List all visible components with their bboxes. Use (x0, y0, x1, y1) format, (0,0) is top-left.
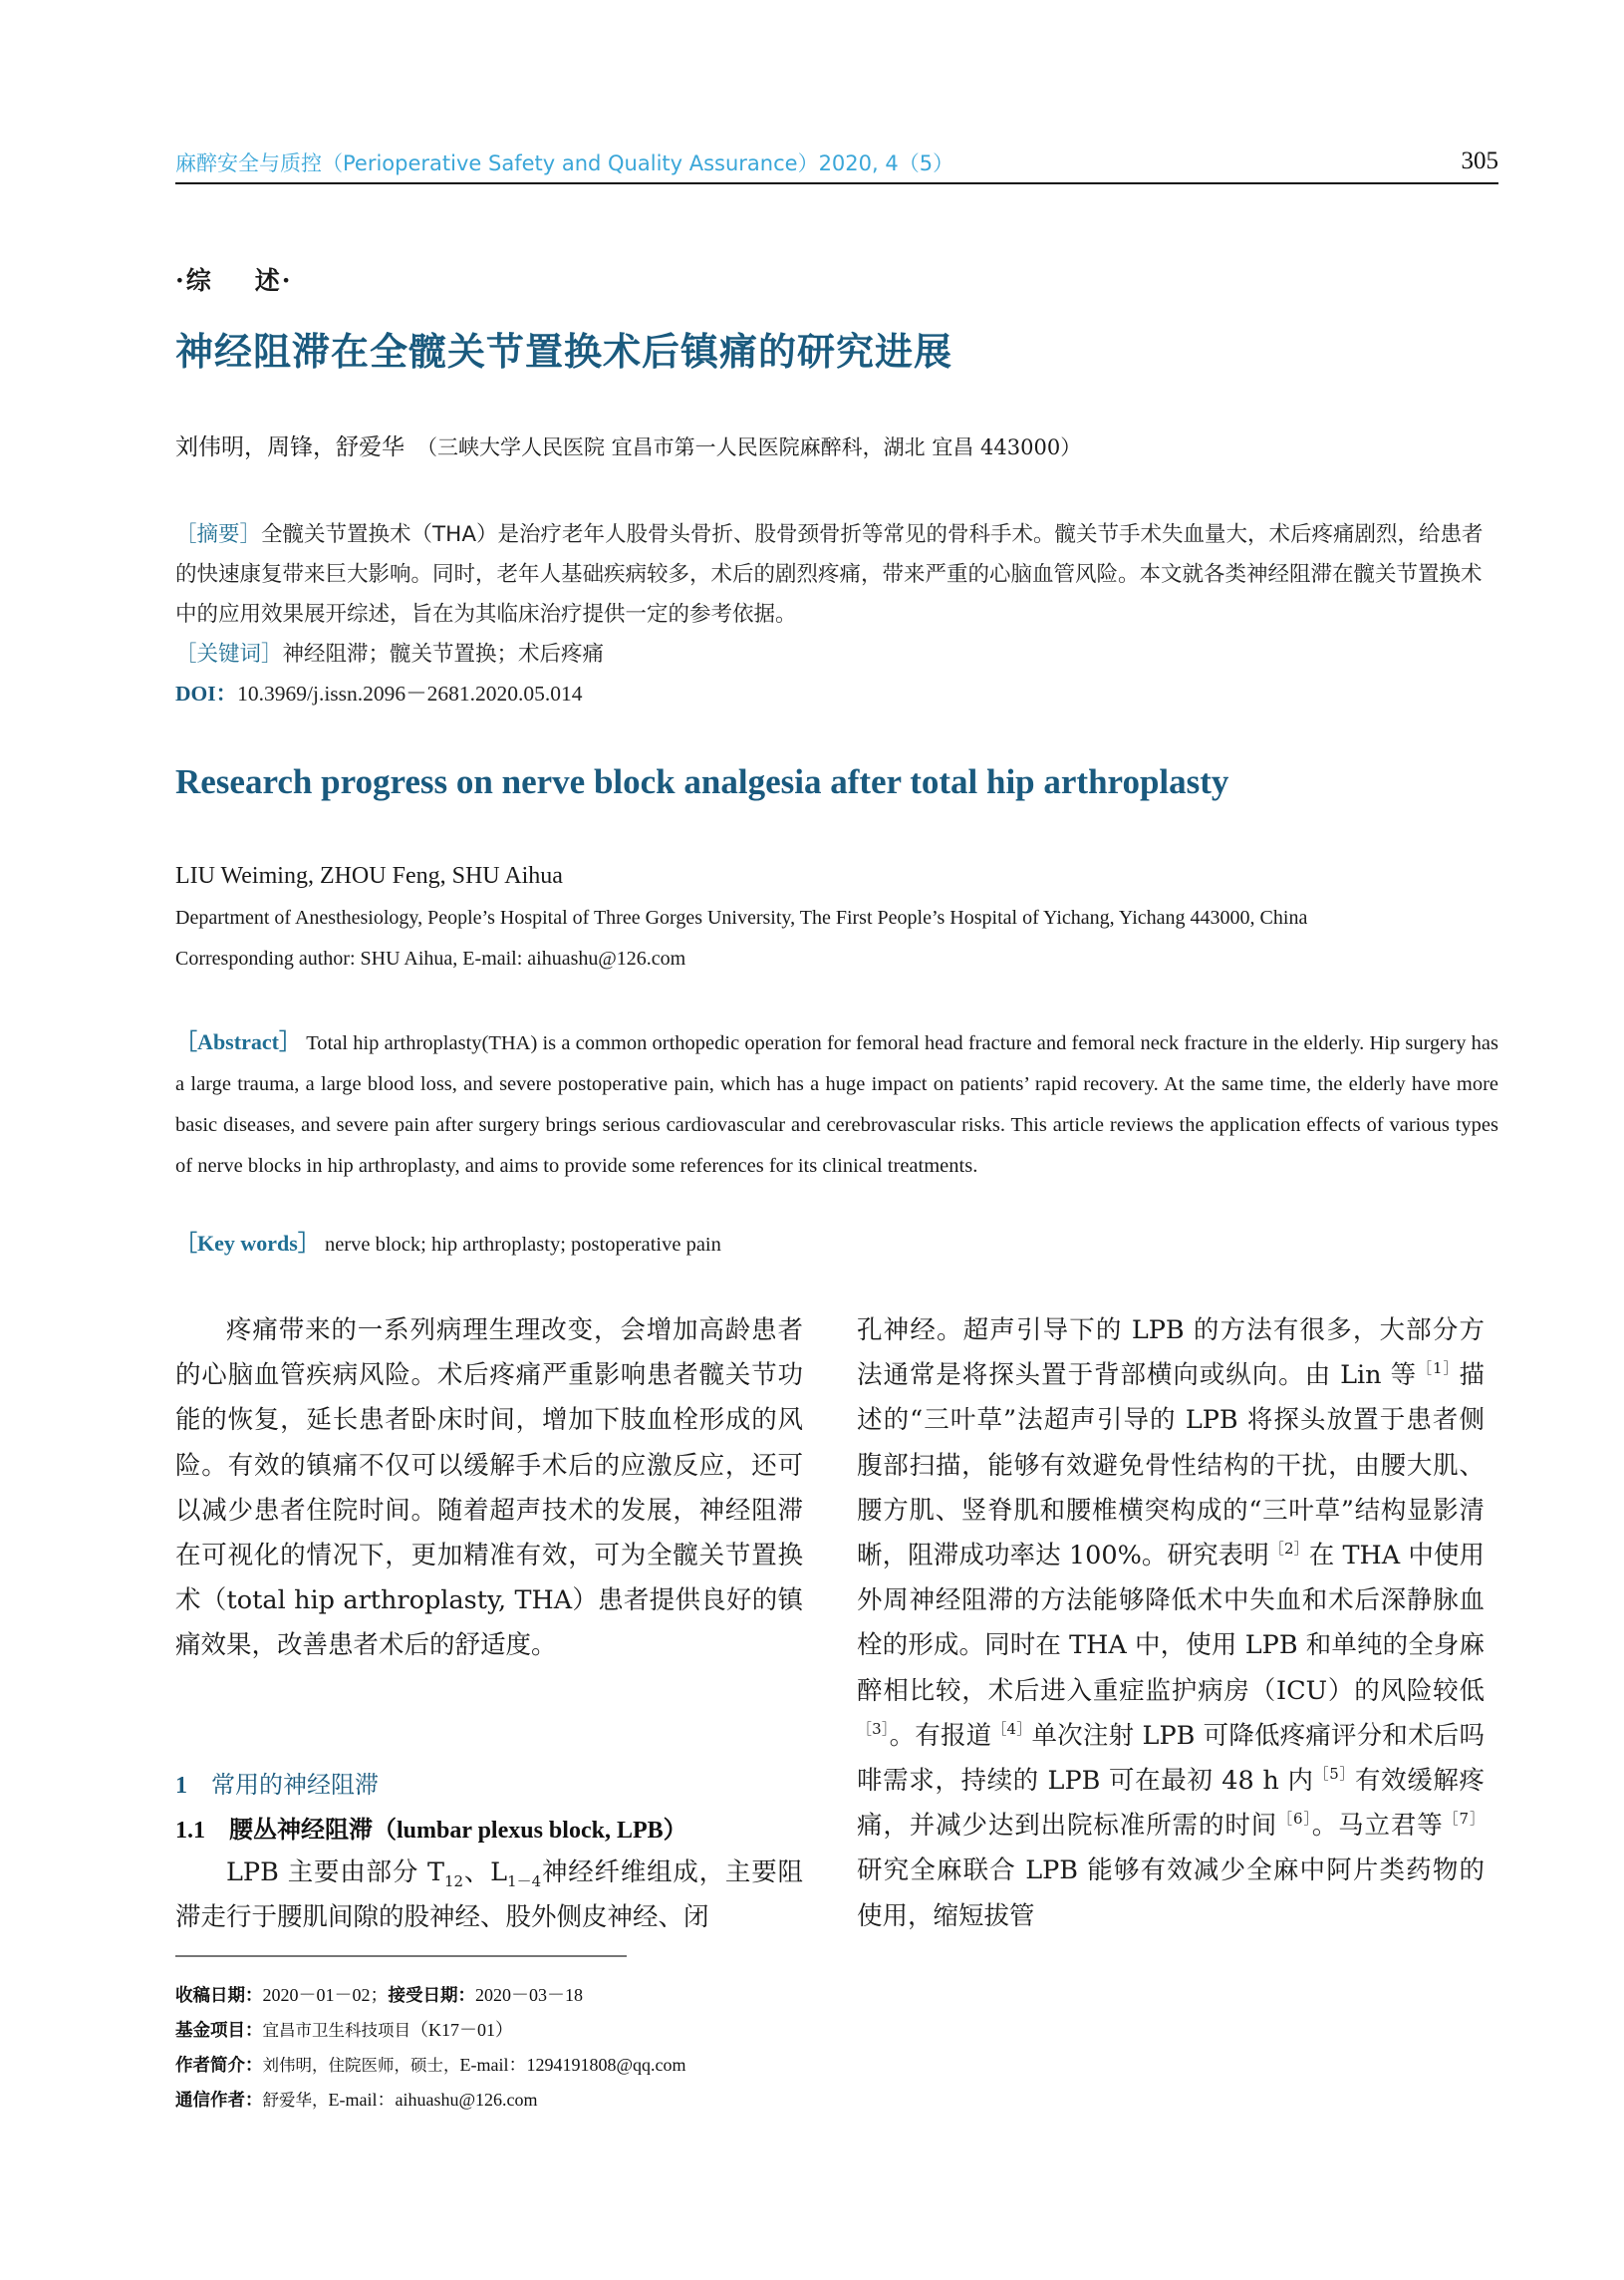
keywords-label-en: ［Key words］ (175, 1231, 320, 1256)
journal-citation: 麻醉安全与质控（Perioperative Safety and Quality Assurance）2020, 4（5） (175, 151, 954, 175)
text-seg: 研究全麻联合 LPB 能够有效减少全麻中阿片类药物的使用，缩短拔管 (857, 1855, 1485, 1931)
body-right-column (857, 1308, 1485, 1939)
lpb-continued-text (857, 1308, 1485, 1939)
footnote-divider (175, 1955, 627, 1957)
chinese-abstract (175, 515, 1498, 635)
citation-ref-1[interactable]: ［1］ (1417, 1359, 1460, 1378)
lpb-paragraph-start (175, 1851, 803, 1940)
citation-ref-3[interactable]: ［3］ (857, 1719, 890, 1738)
accepted-label: 接受日期： (388, 1986, 475, 2006)
page-number: 305 (1461, 147, 1498, 174)
footnote-dates (175, 1981, 583, 2007)
footnote-fund (175, 2016, 513, 2042)
text-seg: 孔神经。超声引导下的 LPB 的方法有很多，大部分方法通常是将探头置于背部横向或纵向。由 Lin 等 (857, 1315, 1485, 1391)
keywords-text: 神经阻滞；髋关节置换；术后疼痛 (282, 642, 605, 667)
keywords-label: ［关键词］ (175, 642, 283, 667)
corresponding-label: 通信作者： (175, 2091, 263, 2111)
citation-ref-7[interactable]: ［7］ (1443, 1810, 1485, 1829)
chinese-authors (175, 428, 1081, 461)
doi-line (175, 674, 1498, 714)
fund-name: 宜昌市卫生科技项目 (262, 2021, 410, 2040)
text-seg: 。有报道 (889, 1720, 992, 1751)
english-abstract (175, 1021, 1498, 1187)
citation-ref-6[interactable]: ［6］ (1277, 1810, 1312, 1829)
author-bio: 刘伟明，住院医师，硕士， (262, 2056, 460, 2075)
fund-code: （K17－01） (410, 2020, 513, 2040)
doi-value[interactable]: 10.3969/j.issn.2096－2681.2020.05.014 (237, 682, 583, 706)
body-intro-paragraph (175, 1308, 803, 1669)
text-seg: 有效缓解疼痛，并减少达到出院标准所需的时间 (857, 1766, 1485, 1842)
abstract-label: ［摘要］ (175, 522, 262, 547)
footnote-corresponding (175, 2086, 538, 2112)
author-affiliation: （三峡大学人民医院 宜昌市第一人民医院麻醉科，湖北 宜昌 443000） (416, 435, 1082, 459)
accepted-date: 2020－03－18 (475, 1985, 583, 2005)
section-label-left: ·综 (175, 266, 213, 295)
lpb-text-a: LPB 主要由部分 T (226, 1857, 445, 1887)
subscript-t12: 12 (444, 1872, 464, 1891)
chinese-title: 神经阻滞在全髋关节置换术后镇痛的研究进展 (175, 329, 953, 374)
english-keywords (175, 1227, 721, 1258)
lpb-text-b: 、L (463, 1857, 508, 1887)
english-affiliation: Department of Anesthesiology, People’s Hospital of Three Gorges University, The First People’s Hospital of Yichang, Yichang 443000, China (175, 907, 1308, 929)
citation-ref-5[interactable]: ［5］ (1313, 1765, 1356, 1784)
received-label: 收稿日期： (175, 1986, 263, 2006)
chinese-keywords (175, 635, 1498, 675)
subscript-l1-4: 1－4 (507, 1872, 542, 1891)
corresponding-name: 舒爱华， (262, 2091, 329, 2110)
text-seg: 单次注射 LPB 可降低疼痛评分和术后吗啡需求，持续的 LPB 可在最初 48 h 内 (857, 1720, 1485, 1797)
fund-label: 基金项目： (175, 2021, 263, 2041)
heading-number: 1 (175, 1773, 187, 1799)
text-seg: 在 THA 中使用外周神经阻滞的方法能够降低术中失血和术后深静脉血栓的形成。同时在 THA 中，使用 LPB 和单纯的全身麻醉相比较，术后进入重症监护病房（ICU）的风险较低 (857, 1541, 1486, 1706)
english-title: Research progress on nerve block analgesia after total hip arthroplasty (175, 762, 1229, 801)
heading-text: 常用的神经阻滞 (211, 1771, 379, 1799)
citation-ref-4[interactable]: ［4］ (991, 1719, 1032, 1738)
keywords-text-en: nerve block; hip arthroplasty; postoperative pain (324, 1234, 721, 1256)
lpb-text (175, 1851, 803, 1940)
subheading-number: 1.1 (175, 1818, 205, 1844)
author-bio-label: 作者简介： (175, 2056, 263, 2076)
abstract-label-en: ［Abstract］ (175, 1029, 302, 1054)
abstract-text-en: Total hip arthroplasty(THA) is a common orthopedic operation for femoral head fracture and femoral neck fracture in the elderly. Hip surgery has a large trauma, a large blood loss, and severe postoperative pain, which has a huge impact on patients’ rapid recovery. At the same time, the elderly have more basic diseases, and severe pain after surgery brings serious cardiovascular and cerebrovascular risks. This article reviews the application effects of various types of nerve blocks in hip arthroplasty, and aims to provide some references for its clinical treatments. (175, 1032, 1498, 1177)
text-seg: 描述的“三叶草”法超声引导的 LPB 将探头放置于患者侧腹部扫描，能够有效避免骨性结构的干扰，由腰大肌、腰方肌、竖脊肌和腰椎横突构成的“三叶草”结构显影清晰，阻滞成功率达 100%。研究表明 (857, 1360, 1485, 1571)
corresponding-email[interactable]: E-mail：aihuashu@126.com (328, 2090, 538, 2110)
running-header (175, 147, 1498, 183)
citation-ref-2[interactable]: ［2］ (1268, 1540, 1309, 1559)
english-authors: LIU Weiming, ZHOU Feng, SHU Aihua (175, 863, 563, 889)
author-email[interactable]: E-mail：1294191808@qq.com (459, 2055, 686, 2075)
lpb-text-c: 神经纤维组成，主要阻滞走行于腰肌间隙的股神经、股外侧皮神经、闭 (175, 1857, 803, 1933)
subheading-text: 腰丛神经阻滞 (229, 1816, 373, 1844)
section-heading-1 (175, 1765, 379, 1800)
doi-label: DOI： (175, 682, 238, 706)
footnote-author-bio (175, 2051, 686, 2077)
intro-text: 疼痛带来的一系列病理生理改变，会增加高龄患者的心脑血管疾病风险。术后疼痛严重影响患者髋关节功能的恢复，延长患者卧床时间，增加下肢血栓形成的风险。有效的镇痛不仅可以缓解手术后的应激反应，还可以减少患者住院时间。随着超声技术的发展，神经阻滞在可视化的情况下，更加精准有效，可为全髋关节置换术（total hip arthroplasty, THA）患者提供良好的镇痛效果，改善患者术后的舒适度。 (175, 1315, 803, 1661)
header-divider (175, 182, 1498, 184)
section-label-right: 述· (254, 266, 293, 295)
received-date: 2020－01－02； (262, 1985, 389, 2005)
abstract-text: 全髋关节置换术（THA）是治疗老年人股骨头骨折、股骨颈骨折等常见的骨科手术。髋关节手术失血量大，术后疼痛剧烈，给患者的快速康复带来巨大影响。同时，老年人基础疾病较多，术后的剧烈疼痛，带来严重的心脑血管风险。本文就各类神经阻滞在髋关节置换术中的应用效果展开综述，旨在为其临床治疗提供一定的参考依据。 (175, 522, 1484, 627)
author-names: 刘伟明，周锋，舒爱华 (175, 434, 405, 460)
subheading-english: （lumbar plexus block, LPB） (373, 1818, 687, 1844)
subsection-heading-1-1 (175, 1810, 687, 1845)
text-seg: 。马立君等 (1311, 1811, 1444, 1842)
section-label (175, 261, 292, 297)
corresponding-author: Corresponding author: SHU Aihua, E-mail: aihuashu@126.com (175, 948, 686, 970)
